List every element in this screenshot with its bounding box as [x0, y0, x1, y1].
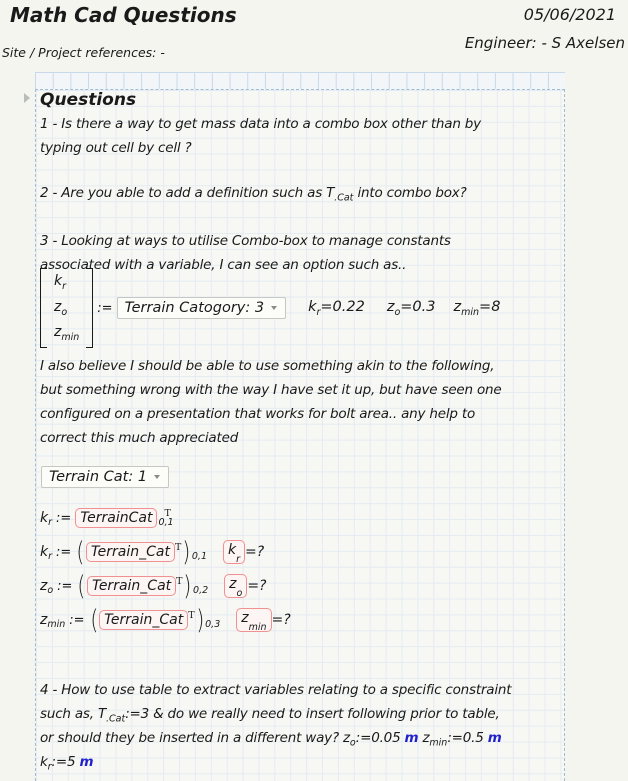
- matrix-var-zmin: $z_{min}$: [54, 324, 80, 343]
- matrix-var-zo: $z_o$: [54, 298, 68, 318]
- area-collapse-icon[interactable]: [24, 93, 30, 103]
- questions-area: [35, 89, 565, 781]
- tcat-subscript: .Cat: [106, 713, 126, 725]
- open-paren: (: [89, 604, 98, 636]
- close-paren: ): [195, 604, 204, 636]
- question-4-line-4: $k_r:=5$ m: [40, 754, 94, 773]
- equation-kr-terrain-cat[interactable]: k $_r$ := ( Terrain_Cat $^T$ ) $_{0,1}$ $k_r$ =?: [40, 536, 265, 568]
- question-4-line-1: 4 - How to use table to extract variables relating to a specific constraint: [40, 682, 512, 698]
- unit-m: m: [487, 730, 502, 746]
- page-title: Math Cad Questions: [10, 3, 237, 27]
- close-paren: ): [183, 570, 192, 602]
- terrain-category-combobox[interactable]: [117, 297, 287, 319]
- paragraph-line-3: configured on a presentation that works for bolt area.. any help to: [40, 406, 476, 422]
- transpose-and-index: T 0,1: [158, 507, 174, 528]
- paragraph-line-4: correct this much appreciated: [40, 430, 239, 446]
- question-3-line-1: 3 - Looking at ways to utilise Combo-box to manage constants: [40, 233, 451, 249]
- date-field: 05/06/2021: [523, 5, 616, 24]
- grid-strip: [35, 72, 565, 89]
- paragraph-line-1: I also believe I should be able to use something akin to the following,: [40, 358, 495, 374]
- open-paren: (: [77, 570, 86, 602]
- equation-zmin-terrain-cat[interactable]: z $_{min}$ := ( Terrain_Cat $^T$ ) $_{0,3}$ $z_{min}$ =?: [40, 604, 291, 636]
- matrix-definition-region[interactable]: [40, 268, 500, 348]
- assign-operator: :=: [97, 300, 113, 316]
- error-result-zo: $z_o$ =?: [224, 574, 266, 597]
- matrix-column: [47, 269, 86, 347]
- error-result-kr: $k_r$ =?: [223, 540, 264, 563]
- close-paren: ): [182, 536, 191, 568]
- unit-m: m: [79, 754, 94, 770]
- equation-kr-terraincat[interactable]: k $_r$ := TerrainCat T 0,1: [40, 507, 174, 528]
- chevron-down-icon: [154, 475, 160, 479]
- combobox-label: Terrain Cat: 1: [49, 469, 148, 485]
- questions-heading: Questions: [40, 90, 137, 110]
- error-box-terrain-cat: Terrain_Cat: [87, 576, 176, 596]
- error-box-terrain-cat: Terrain_Cat: [86, 542, 175, 562]
- question-4-line-2: such as, $T_{.Cat}:=3$ & do we really need to insert following prior to table,: [40, 706, 500, 725]
- matrix-right-bracket: [86, 268, 93, 348]
- terrain-cat-combobox[interactable]: [41, 466, 169, 488]
- question-4-line-3: or should they be inserted in a different way? $z_o:=0.05$ m $z_{min}:=0.5$ m: [40, 730, 502, 749]
- error-result-zmin: $z_{min}$ =?: [236, 608, 290, 631]
- result-zo[interactable]: $z_o=0.3$: [386, 298, 436, 318]
- question-3-line-2: associated with a variable, I can see an option such as..: [40, 257, 407, 273]
- error-box-terraincat: TerrainCat: [75, 508, 157, 528]
- matrix-left-bracket: [40, 268, 47, 348]
- result-kr[interactable]: $k_r=0.22$: [308, 298, 365, 318]
- result-zmin[interactable]: $z_{min}=8$: [453, 298, 501, 318]
- tcat-subscript: .Cat: [334, 192, 354, 204]
- question-2: 2 - Are you able to add a definition such as $T_{.Cat}$ into combo box?: [40, 185, 467, 204]
- question-1-line-1: 1 - Is there a way to get mass data into a combo box other than by: [40, 116, 481, 132]
- paragraph-line-2: but something wrong with the way I have set it up, but have seen one: [40, 382, 502, 398]
- unit-m: m: [404, 730, 419, 746]
- combobox-label: Terrain Catogory: 3: [124, 300, 265, 316]
- question-1-line-2: typing out cell by cell ?: [40, 140, 192, 156]
- site-project-references: Site / Project references: -: [2, 45, 165, 60]
- engineer-field: Engineer: - S Axelsen: [464, 34, 625, 52]
- equation-zo-terrain-cat[interactable]: z $_o$ := ( Terrain_Cat $^T$ ) $_{0,2}$ $z_o$ =?: [40, 570, 267, 602]
- chevron-down-icon: [271, 306, 277, 310]
- error-box-terrain-cat: Terrain_Cat: [99, 610, 188, 630]
- matrix-var-kr: $k_r$: [54, 273, 67, 292]
- open-paren: (: [76, 536, 85, 568]
